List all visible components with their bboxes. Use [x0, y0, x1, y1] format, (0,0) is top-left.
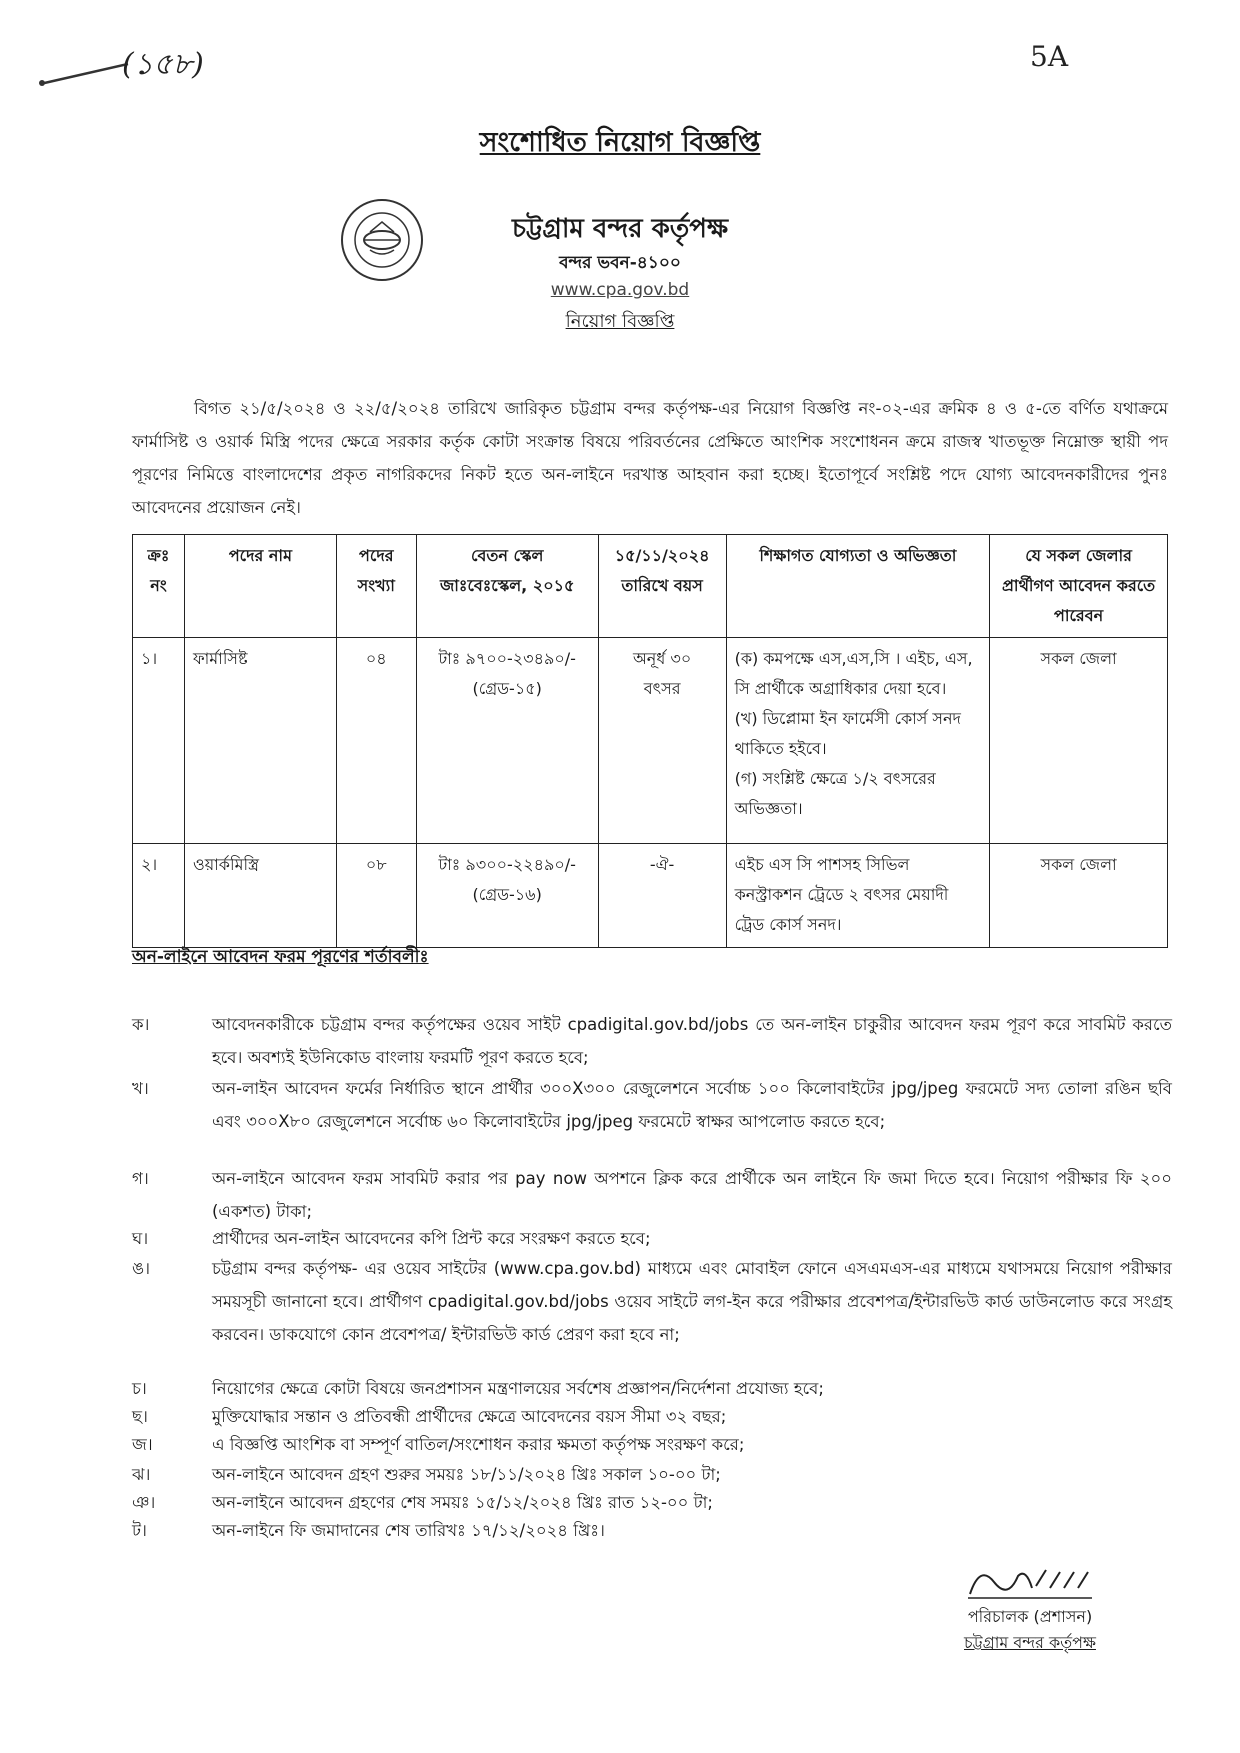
- term-text: নিয়োগের ক্ষেত্রে কোটা বিষয়ে জনপ্রশাসন মন্ত্রণালয়ের সর্বশেষ প্রজ্ঞাপন/নির্দেশনা প্রযোজ্য হবে;: [212, 1379, 824, 1398]
- term-key: ট।: [132, 1521, 147, 1540]
- row-serial: ১।: [133, 638, 185, 844]
- pay-grade: (গ্রেড-১৬): [472, 885, 542, 904]
- term-key: গ।: [132, 1169, 149, 1188]
- term-text: অন-লাইনে আবেদন গ্রহণ শুরুর সময়ঃ ১৮/১১/২০২৪ খ্রিঃ সকাল ১০-০০ টা;: [212, 1465, 721, 1484]
- term-item: [132, 1514, 1172, 1547]
- handwritten-memo-number: (১৫৮): [122, 47, 204, 82]
- posts-table: [132, 534, 1168, 948]
- term-item: [132, 1428, 1172, 1461]
- term-key: ঙ।: [132, 1259, 151, 1278]
- qualification-item: (ক) কমপক্ষে এস,এস,সি । এইচ, এস, সি প্রার্থীকে অগ্রাধিকার দেয়া হবে।: [734, 649, 973, 698]
- intro-paragraph: বিগত ২১/৫/২০২৪ ও ২২/৫/২০২৪ তারিখে জারিকৃত চট্টগ্রাম বন্দর কর্তৃপক্ষ-এর নিয়োগ বিজ্ঞপ্তি নং-০২-এর ক্রমিক ৪ ও ৫-তে বর্ণিত যথাক্রমে ফার্মাসিষ্ট ও ওয়ার্ক মিস্ত্রি পদের ক্ষেত্রে সরকার কর্তৃক কোটা সংক্রান্ত বিষয়ে পরিবর্তনের প্রেক্ষিতে আংশিক সংশোধনন ক্রমে রাজস্ব খাতভূক্ত নিম্নোক্ত স্থায়ী পদ পূরণের নিমিত্তে বাংলাদেশের প্রকৃত নাগরিকদের নিকট হতে অন-লাইনে দরখাস্ত আহবান করা হচ্ছে। ইতোপূর্বে সংশ্লিষ্ট পদে যোগ্য আবেদনকারীদের পুনঃ আবেদনের প্রয়োজন নেই।: [132, 399, 1168, 517]
- row-qualification: এইচ এস সি পাশসহ সিভিল কনস্ট্রাকশন ট্রেডে ২ বৎসর মেয়াদী ট্রেড কোর্স সনদ।: [726, 844, 990, 948]
- table-header-row: [133, 535, 1168, 638]
- signature-block: [930, 1558, 1130, 1656]
- row-qualification: [726, 638, 990, 844]
- term-key: চ।: [132, 1379, 147, 1398]
- row-pay-scale: [416, 638, 598, 844]
- term-text: এ বিজ্ঞপ্তি আংশিক বা সম্পূর্ণ বাতিল/সংশোধন করার ক্ষমতা কর্তৃপক্ষ সংরক্ষণ করে;: [212, 1435, 745, 1454]
- row-pay-scale: [416, 844, 598, 948]
- term-text: আবেদনকারীকে চট্টগ্রাম বন্দর কর্তৃপক্ষের ওয়েব সাইট cpadigital.gov.bd/jobs তে অন-লাইন চাকুরীর আবেদন ফরম পূরণ করে সাবমিট করতে হবে। অবশ্যই ইউনিকোড বাংলায় ফরমটি পূরণ করতে হবে;: [212, 1015, 1172, 1067]
- row-districts: সকল জেলা: [990, 638, 1168, 844]
- row-post-name: ফার্মাসিষ্ট: [184, 638, 336, 844]
- term-key: খ।: [132, 1079, 149, 1098]
- organization-website[interactable]: www.cpa.gov.bd: [550, 280, 690, 300]
- term-item: [132, 1072, 1172, 1138]
- row-post-count: ০৪: [336, 638, 416, 844]
- qualification-item: (খ) ডিপ্লোমা ইন ফার্মেসী কোর্স সনদ থাকিতে হইবে।: [734, 709, 961, 758]
- row-age: -ঐ-: [598, 844, 726, 948]
- row-serial: ২।: [133, 844, 185, 948]
- term-text: মুক্তিযোদ্ধার সন্তান ও প্রতিবন্ধী প্রার্থীদের ক্ষেত্রে আবেদনের বয়স সীমা ৩২ বছর;: [212, 1407, 727, 1426]
- handwritten-stroke: [38, 60, 134, 88]
- signature-scribble: [960, 1558, 1100, 1604]
- handwritten-page-mark: 5A: [1030, 40, 1069, 73]
- term-key: ঞ।: [132, 1493, 156, 1512]
- qualification-item: (গ) সংশ্লিষ্ট ক্ষেত্রে ১/২ বৎসরের অভিজ্ঞতা।: [734, 769, 936, 818]
- organization-address: বন্দর ভবন-৪১০০: [559, 253, 681, 273]
- term-key: জ।: [132, 1435, 153, 1454]
- term-item: [132, 1162, 1172, 1228]
- pay-grade: (গ্রেড-১৫): [472, 679, 542, 698]
- term-text: প্রার্থীদের অন-লাইন আবেদনের কপি প্রিন্ট করে সংরক্ষণ করতে হবে;: [212, 1229, 651, 1248]
- row-post-count: ০৮: [336, 844, 416, 948]
- table-row: [133, 638, 1168, 844]
- term-key: ক।: [132, 1015, 150, 1034]
- term-key: ঝ।: [132, 1465, 151, 1484]
- table-row: [133, 844, 1168, 948]
- header-qualification: শিক্ষাগত যোগ্যতা ও অভিজ্ঞতা: [726, 535, 990, 638]
- signatory-designation: পরিচালক (প্রশাসন): [967, 1607, 1093, 1626]
- row-age: [598, 638, 726, 844]
- row-districts: সকল জেলা: [990, 844, 1168, 948]
- header-post-count: পদের সংখ্যা: [336, 535, 416, 638]
- term-text: চট্টগ্রাম বন্দর কর্তৃপক্ষ- এর ওয়েব সাইটের (www.cpa.gov.bd) মাধ্যমে এবং মোবাইল ফোনে এসএমএস-এর মাধ্যমে যথাসময়ে নিয়োগ পরীক্ষার সময়সূচী জানানো হবে। প্রার্থীগণ cpadigital.gov.bd/jobs ওয়েব সাইটে লগ-ইন করে পরীক্ষার প্রবেশপত্র/ইন্টারভিউ কার্ড ডাউনলোড করে সংগ্রহ করবেন। ডাকযোগে কোন প্রবেশপত্র/ ইন্টারভিউ কার্ড প্রেরণ করা হবে না;: [212, 1259, 1172, 1344]
- pay-range: টাঃ ৯৩০০-২২৪৯০/-: [438, 855, 576, 874]
- term-text: অন-লাইনে আবেদন ফরম সাবমিট করার পর pay now অপশনে ক্লিক করে প্রার্থীকে অন লাইনে ফি জমা দিতে হবে। নিয়োগ পরীক্ষার ফি ২০০ (একশত) টাকা;: [212, 1169, 1172, 1221]
- header-post-name: পদের নাম: [184, 535, 336, 638]
- organization-name: চট্টগ্রাম বন্দর কর্তৃপক্ষ: [511, 214, 729, 244]
- notice-title: সংশোধিত নিয়োগ বিজ্ঞপ্তি: [479, 127, 761, 158]
- row-post-name: ওয়ার্কমিস্ত্রি: [184, 844, 336, 948]
- term-text: অন-লাইনে ফি জমাদানের শেষ তারিখঃ ১৭/১২/২০২৪ খ্রিঃ।: [212, 1521, 605, 1540]
- term-key: ঘ।: [132, 1229, 149, 1248]
- signatory-organization: চট্টগ্রাম বন্দর কর্তৃপক্ষ: [964, 1633, 1096, 1652]
- notice-subtitle: নিয়োগ বিজ্ঞপ্তি: [565, 311, 675, 332]
- age-unit: বৎসর: [643, 679, 681, 698]
- term-item: [132, 1252, 1172, 1351]
- terms-heading: অন-লাইনে আবেদন ফরম পূরণের শর্তাবলীঃ: [132, 947, 429, 967]
- header-age: ১৫/১১/২০২৪ তারিখে বয়স: [598, 535, 726, 638]
- header-serial: ক্রঃ নং: [133, 535, 185, 638]
- header-districts: যে সকল জেলার প্রার্থীগণ আবেদন করতে পারেবন: [990, 535, 1168, 638]
- age-limit: অনূর্ধ ৩০: [632, 649, 692, 668]
- term-text: অন-লাইন আবেদন ফর্মের নির্ধারিত স্থানে প্রার্থীর ৩০০X৩০০ রেজুলেশনে সর্বোচ্চ ১০০ কিলোবাইটের jpg/jpeg ফরমেটে সদ্য তোলা রঙিন ছবি এবং ৩০০X৮০ রেজুলেশনে সর্বোচ্চ ৬০ কিলোবাইটের jpg/jpeg ফরমেটে স্বাক্ষর আপলোড করতে হবে;: [212, 1079, 1172, 1131]
- pay-range: টাঃ ৯৭০০-২৩৪৯০/-: [438, 649, 576, 668]
- header-pay-scale: বেতন স্কেল জাঃবেঃস্কেল, ২০১৫: [416, 535, 598, 638]
- term-item: [132, 1222, 1172, 1255]
- term-text: অন-লাইনে আবেদন গ্রহণের শেষ সময়ঃ ১৫/১২/২০২৪ খ্রিঃ রাত ১২-০০ টা;: [212, 1493, 713, 1512]
- term-item: [132, 1008, 1172, 1074]
- term-key: ছ।: [132, 1407, 148, 1426]
